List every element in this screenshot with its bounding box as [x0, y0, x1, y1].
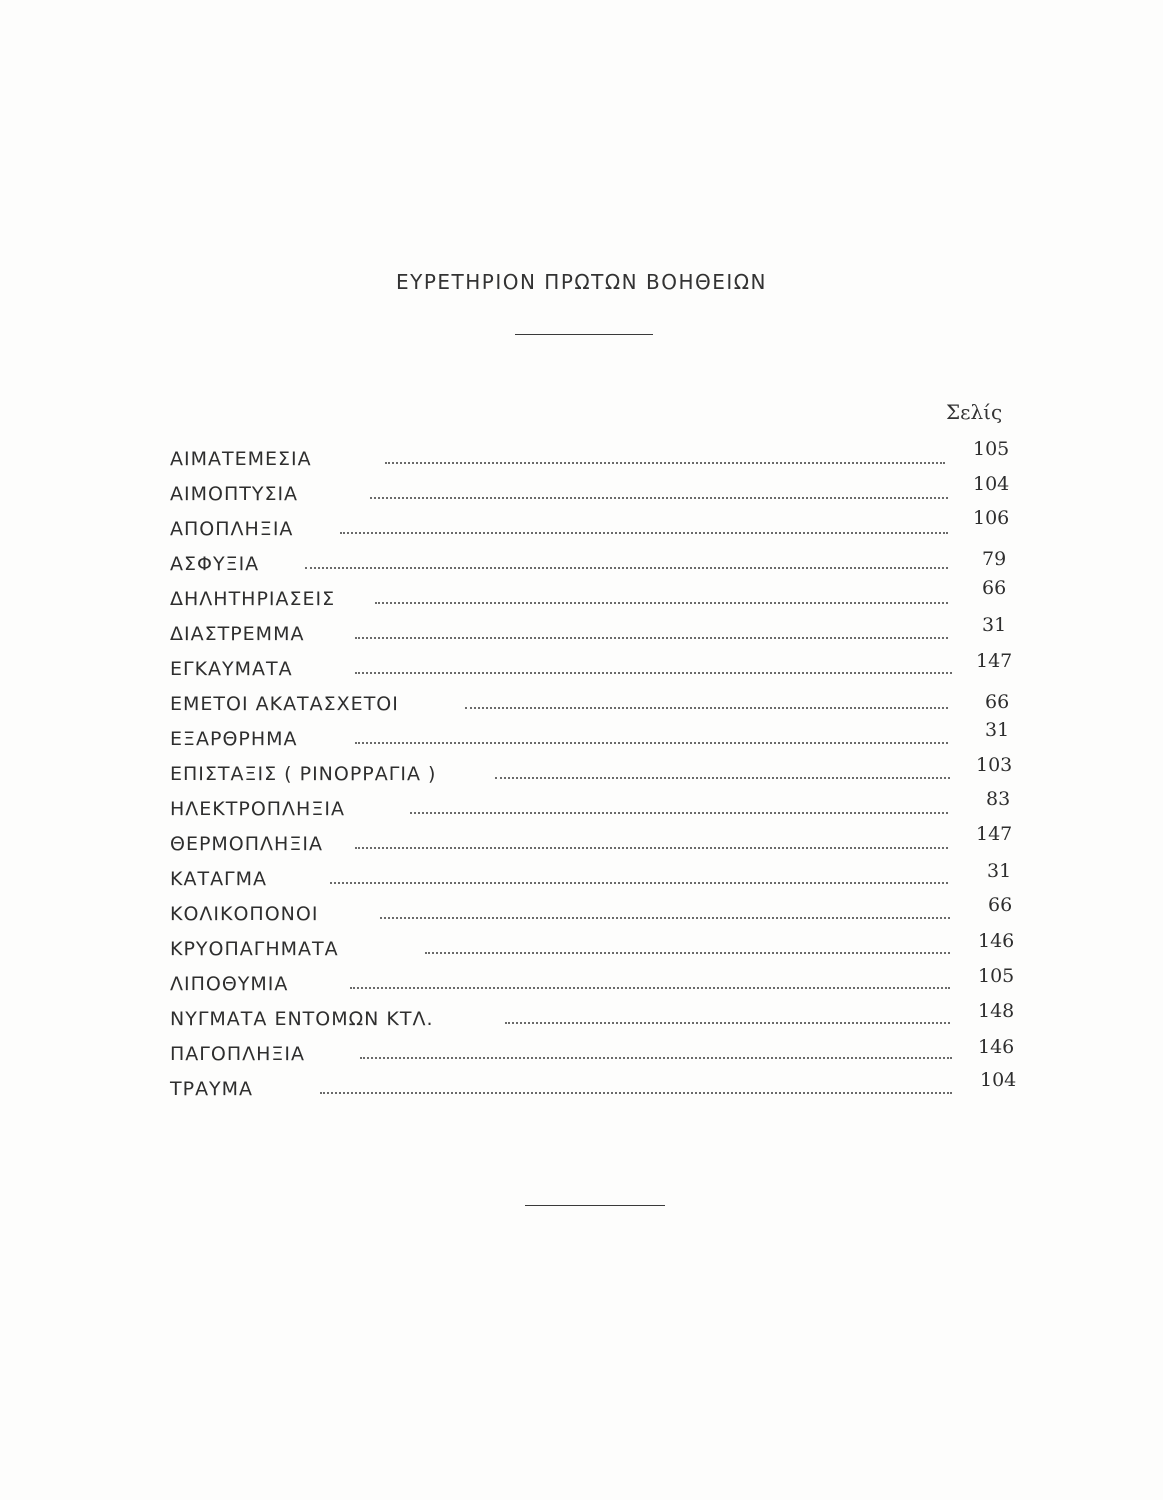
dot-leader	[355, 637, 948, 639]
index-entry	[170, 577, 1012, 610]
index-entry	[170, 507, 1012, 540]
index-entry	[170, 440, 1012, 470]
dot-leader	[410, 812, 948, 814]
entry-label: ΔΗΛΗΤΗΡΙΑΣΕΙΣ	[170, 588, 336, 610]
dot-leader	[320, 1092, 952, 1094]
entry-label: ΑΙΜΟΠΤΥΣΙΑ	[170, 483, 299, 505]
dot-leader	[385, 462, 945, 464]
index-entry	[170, 615, 1012, 645]
index-entry	[170, 720, 1012, 750]
dot-leader	[355, 847, 948, 849]
index-entry	[170, 895, 1012, 925]
entry-page-number: 147	[976, 823, 1013, 845]
entry-label: ΤΡΑΥΜΑ	[170, 1078, 254, 1100]
entry-page-number: 31	[985, 719, 1010, 741]
entry-label: ΘΕΡΜΟΠΛΗΞΙΑ	[170, 833, 323, 855]
entry-page-number: 66	[988, 894, 1013, 916]
entry-label: ΕΓΚΑΥΜΑΤΑ	[170, 658, 293, 680]
entry-label: ΕΞΑΡΘΡΗΜΑ	[170, 728, 298, 750]
entry-label: ΑΠΟΠΛΗΞΙΑ	[170, 518, 294, 540]
entry-page-number: 147	[976, 650, 1013, 672]
index-entry	[170, 1000, 1015, 1030]
index-entry	[170, 545, 1012, 575]
index-entry	[170, 475, 1012, 505]
dot-leader	[350, 987, 950, 989]
index-entry	[170, 755, 1012, 785]
pages-column-header: Σελίς	[946, 400, 1003, 424]
dot-leader	[505, 1022, 950, 1024]
entry-page-number: 66	[985, 691, 1010, 713]
entry-label: ΚΟΛΙΚΟΠΟΝΟΙ	[170, 903, 319, 925]
entry-label: ΛΙΠΟΘΥΜΙΑ	[170, 973, 289, 995]
dot-leader	[380, 917, 950, 919]
entry-label: ΚΑΤΑΓΜΑ	[170, 868, 268, 890]
entry-page-number: 79	[982, 548, 1007, 570]
dot-leader	[370, 497, 948, 499]
entry-label: ΑΣΦΥΞΙΑ	[170, 553, 260, 575]
dot-leader	[495, 777, 950, 779]
entry-label: ΝΥΓΜΑΤΑ ΕΝΤΟΜΩΝ ΚΤΛ.	[170, 1008, 434, 1030]
index-entry	[170, 930, 1015, 960]
entry-page-number: 83	[986, 788, 1011, 810]
index-entry	[170, 860, 1012, 890]
entry-page-number: 105	[978, 965, 1015, 987]
dot-leader	[425, 952, 950, 954]
entry-label: ΕΠΙΣΤΑΞΙΣ ( ΡΙΝΟΡΡΑΓΙΑ )	[170, 763, 437, 785]
dot-leader	[465, 707, 948, 709]
entry-label: ΚΡΥΟΠΑΓΗΜΑΤΑ	[170, 938, 339, 960]
dot-leader	[340, 532, 948, 534]
index-entry	[170, 965, 1015, 995]
entry-page-number: 31	[982, 614, 1007, 636]
index-entry	[170, 1035, 1015, 1065]
entry-page-number: 106	[973, 507, 1010, 529]
entry-label: ΔΙΑΣΤΡΕΜΜΑ	[170, 623, 305, 645]
entry-label: ΕΜΕΤΟΙ ΑΚΑΤΑΣΧΕΤΟΙ	[170, 693, 399, 715]
entry-label: ΗΛΕΚΤΡΟΠΛΗΞΙΑ	[170, 798, 345, 820]
index-entry	[170, 685, 1012, 715]
dot-leader	[375, 602, 948, 604]
index-entry	[170, 790, 1012, 820]
page-title: ΕΥΡΕΤΗΡΙΟΝ ΠΡΩΤΩΝ ΒΟΗΘΕΙΩΝ	[395, 270, 768, 294]
dot-leader	[305, 567, 948, 569]
entry-page-number: 104	[980, 1069, 1017, 1091]
index-entry	[170, 825, 1012, 855]
entry-page-number: 66	[982, 577, 1007, 599]
dot-leader	[330, 882, 948, 884]
index-entry	[170, 1069, 1017, 1100]
entry-label: ΠΑΓΟΠΛΗΞΙΑ	[170, 1043, 306, 1065]
index-entry	[170, 650, 1012, 680]
entry-page-number: 103	[976, 754, 1013, 776]
entry-page-number: 105	[973, 438, 1010, 460]
entry-page-number: 31	[987, 860, 1012, 882]
dot-leader	[355, 672, 952, 674]
entry-label: ΑΙΜΑΤΕΜΕΣΙΑ	[170, 448, 312, 470]
bottom-divider	[525, 1205, 665, 1206]
entry-page-number: 104	[973, 473, 1010, 495]
entry-page-number: 148	[978, 1000, 1015, 1022]
dot-leader	[355, 742, 948, 744]
entry-page-number: 146	[978, 1036, 1015, 1058]
entry-page-number: 146	[978, 930, 1015, 952]
dot-leader	[360, 1057, 952, 1059]
